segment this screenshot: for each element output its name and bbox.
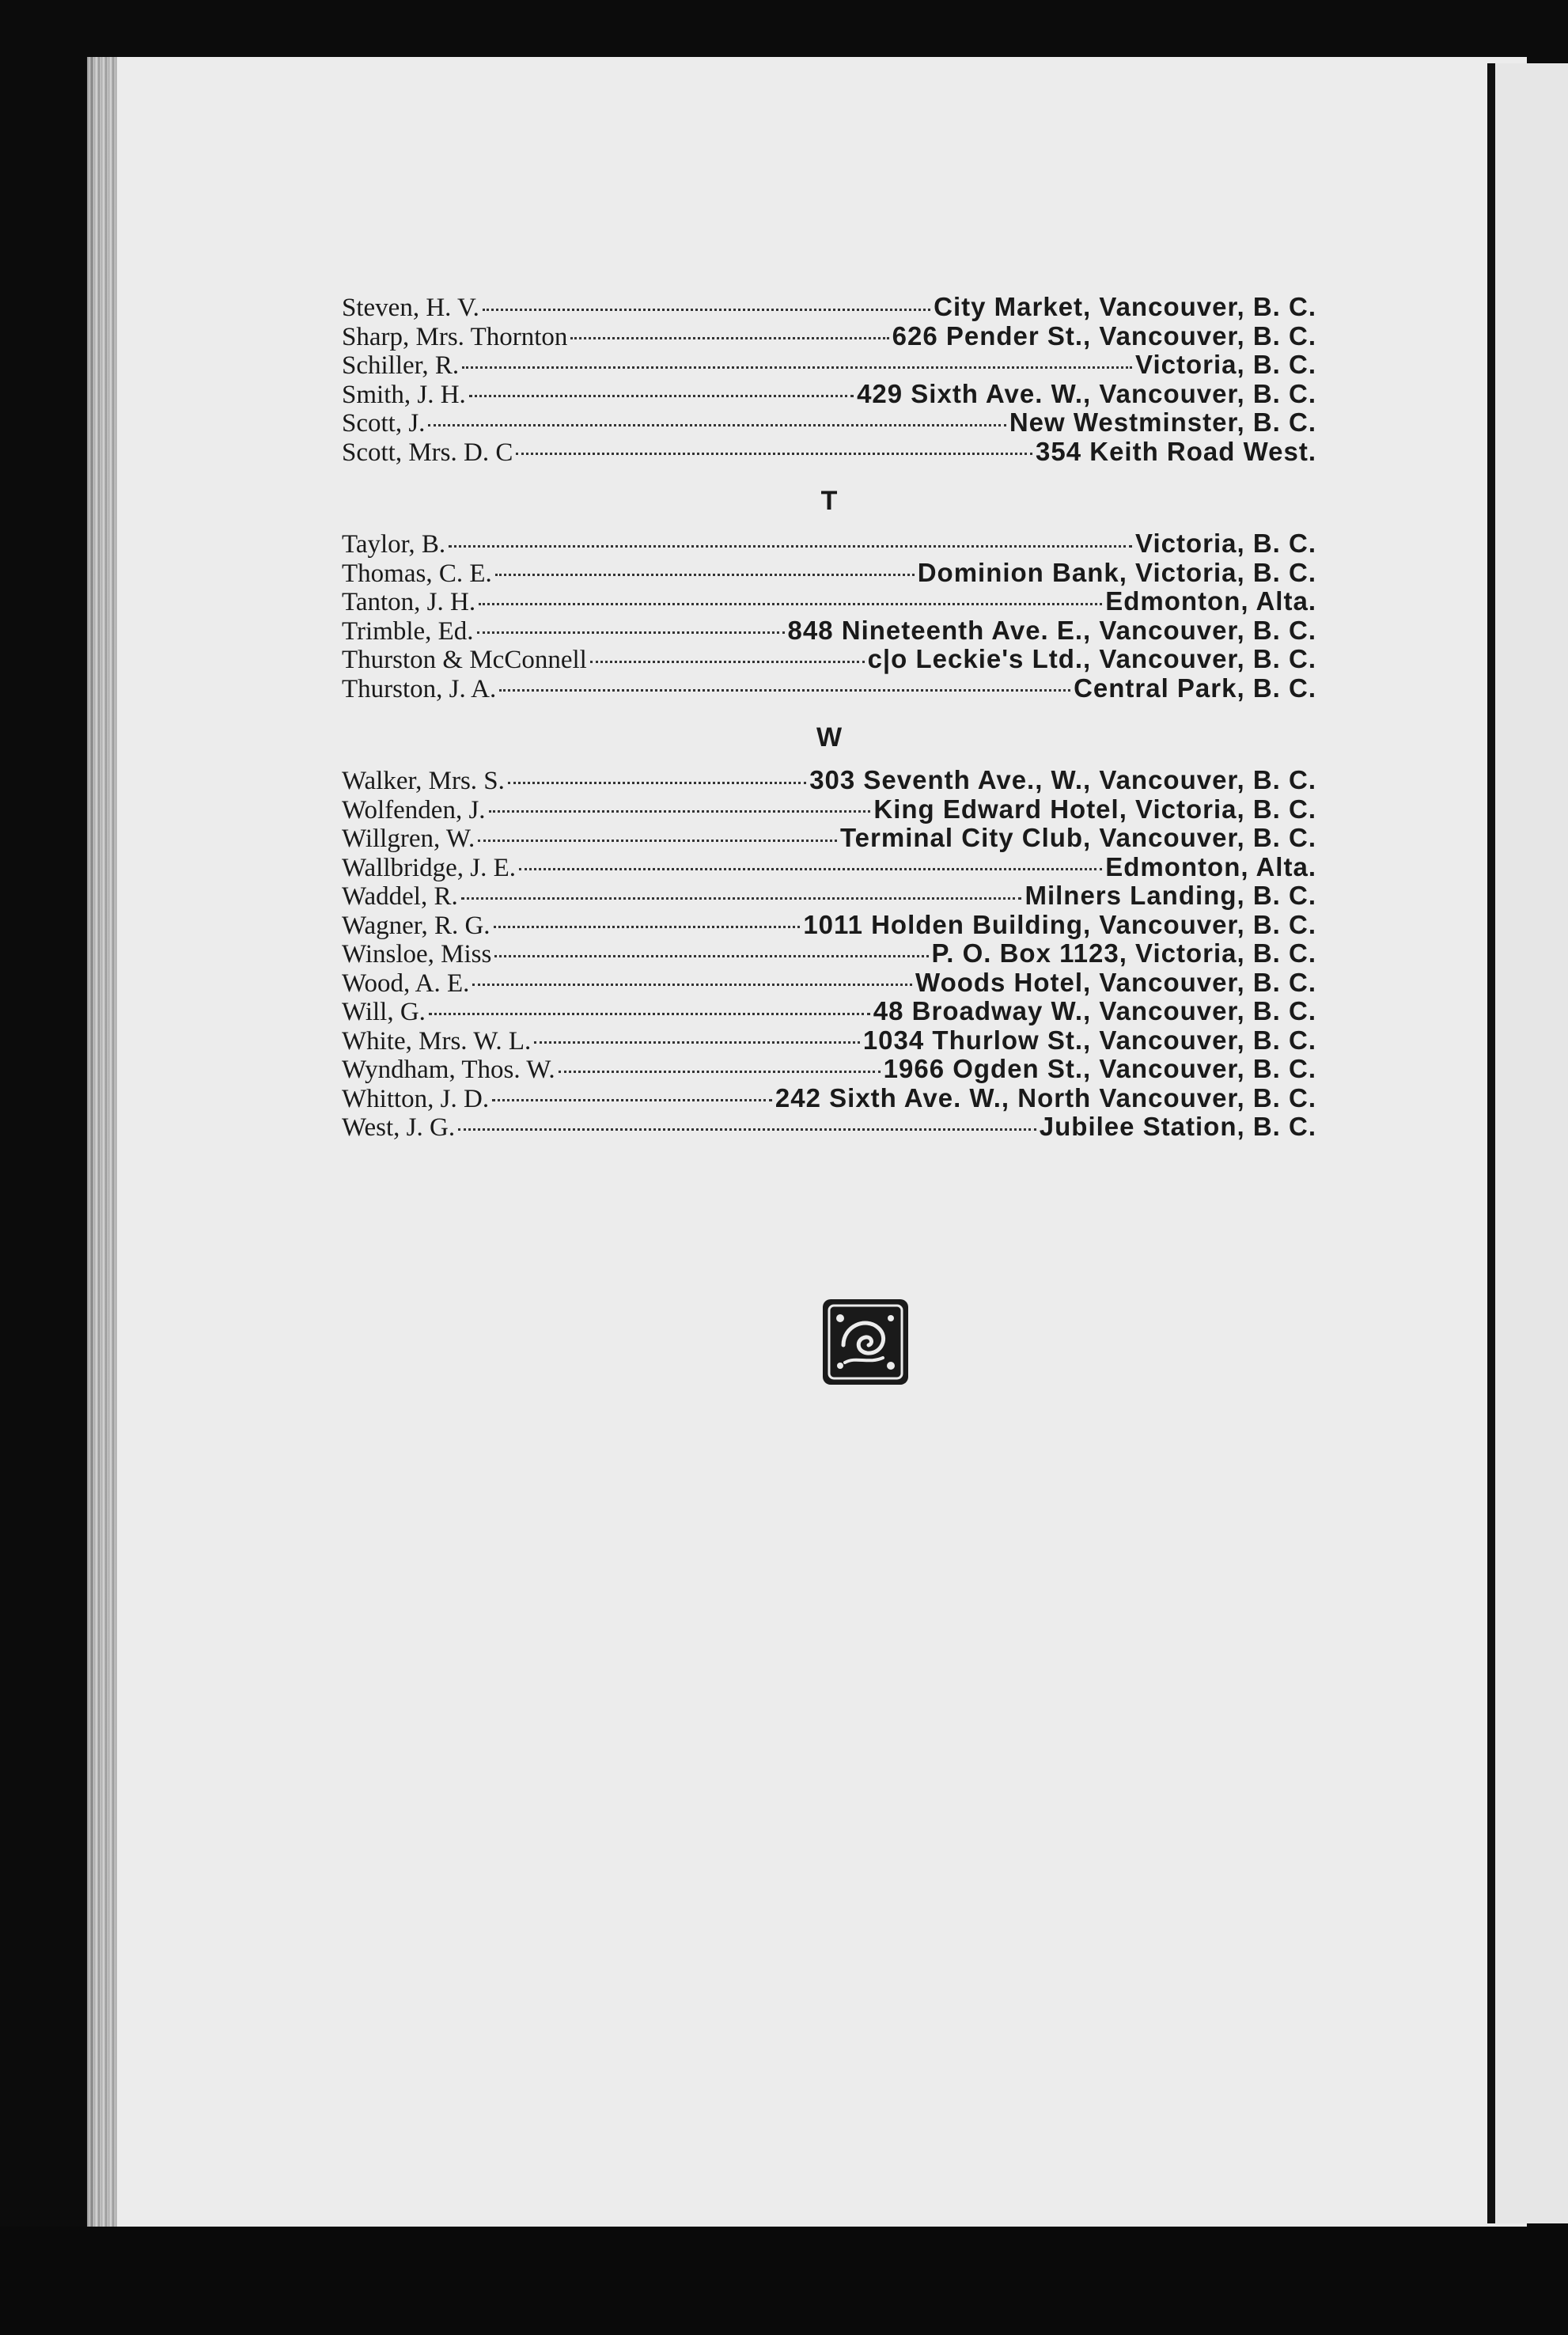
entry-name: Thomas, C. E. xyxy=(342,559,492,588)
directory-entry xyxy=(342,293,1316,322)
page-right-border xyxy=(1487,63,1495,2223)
dot-leader xyxy=(494,926,801,928)
entry-address: Milners Landing, B. C. xyxy=(1025,881,1316,910)
directory-entry xyxy=(342,616,1316,646)
entry-address: 1011 Holden Building, Vancouver, B. C. xyxy=(803,909,1316,939)
entry-name: Wolfenden, J. xyxy=(342,795,486,824)
dot-leader xyxy=(477,631,785,634)
entry-name: Smith, J. H. xyxy=(342,380,466,409)
entry-name: Scott, Mrs. D. C xyxy=(342,438,513,467)
directory-entry xyxy=(342,997,1316,1026)
section-heading: W xyxy=(816,722,843,752)
section-w xyxy=(342,723,1316,1142)
entry-address: P. O. Box 1123, Victoria, B. C. xyxy=(931,938,1316,968)
entry-name: Winsloe, Miss xyxy=(342,940,492,968)
dot-leader xyxy=(494,955,928,957)
dot-leader xyxy=(519,868,1102,870)
directory-entry xyxy=(342,968,1316,998)
dot-leader xyxy=(428,424,1006,426)
entry-name: Wyndham, Thos. W. xyxy=(342,1056,555,1084)
directory-entry xyxy=(342,1084,1316,1113)
entry-address: Woods Hotel, Vancouver, B. C. xyxy=(915,967,1316,997)
entry-address: 429 Sixth Ave. W., Vancouver, B. C. xyxy=(857,378,1316,408)
section-heading: T xyxy=(820,486,838,516)
dot-leader xyxy=(499,689,1070,692)
directory-entry xyxy=(342,795,1316,824)
entry-address: 848 Nineteenth Ave. E., Vancouver, B. C. xyxy=(787,615,1316,645)
dot-leader xyxy=(508,782,806,784)
entry-name: Willgren, W. xyxy=(342,824,475,853)
entry-address: 1034 Thurlow St., Vancouver, B. C. xyxy=(862,1025,1316,1055)
facing-page-edge xyxy=(1495,63,1568,2223)
entry-address: New Westminster, B. C. xyxy=(1009,407,1316,437)
dot-leader xyxy=(469,395,854,397)
directory-entry xyxy=(342,322,1316,351)
directory-entry xyxy=(342,559,1316,588)
entry-address: City Market, Vancouver, B. C. xyxy=(934,292,1316,321)
entry-address: Edmonton, Alta. xyxy=(1105,851,1316,881)
entry-address: Terminal City Club, Vancouver, B. C. xyxy=(839,823,1316,852)
directory-entry xyxy=(342,1026,1316,1056)
dot-leader xyxy=(479,603,1102,605)
page-binding-edge xyxy=(87,57,117,2227)
dot-leader xyxy=(449,545,1132,548)
entry-address: Jubilee Station, B. C. xyxy=(1039,1112,1316,1141)
directory-entry xyxy=(342,587,1316,616)
entry-address: Victoria, B. C. xyxy=(1135,350,1316,379)
dot-leader xyxy=(472,984,912,986)
printers-ornament-icon xyxy=(821,1298,910,1386)
dot-leader xyxy=(478,840,837,842)
entry-address: Edmonton, Alta. xyxy=(1105,586,1316,616)
dot-leader xyxy=(458,1128,1036,1131)
entry-name: Thurston, J. A. xyxy=(342,674,497,703)
dot-leader xyxy=(516,453,1032,455)
entry-address: 242 Sixth Ave. W., North Vancouver, B. C. xyxy=(775,1082,1316,1113)
entry-name: Trimble, Ed. xyxy=(342,616,474,646)
section-t xyxy=(342,487,1316,703)
dot-leader xyxy=(489,810,871,813)
directory-entry xyxy=(342,408,1316,438)
directory-entry xyxy=(342,645,1316,674)
directory-entry xyxy=(342,1055,1316,1084)
directory-entry xyxy=(342,351,1316,380)
entry-address: Victoria, B. C. xyxy=(1135,529,1316,558)
directory-entry xyxy=(342,1113,1316,1142)
section-s xyxy=(342,293,1316,466)
directory-entry xyxy=(342,853,1316,882)
dot-leader xyxy=(559,1071,881,1073)
entry-name: Wallbridge, J. E. xyxy=(342,853,517,882)
entry-name: White, Mrs. W. L. xyxy=(342,1026,532,1056)
scan-bottom-margin xyxy=(0,2227,1568,2335)
entry-address: 626 Pender St., Vancouver, B. C. xyxy=(892,320,1316,351)
entry-name: Taylor, B. xyxy=(342,530,446,559)
dot-leader xyxy=(534,1041,860,1044)
entry-name: West, J. G. xyxy=(342,1113,456,1142)
entry-name: Whitton, J. D. xyxy=(342,1084,490,1113)
entry-name: Wagner, R. G. xyxy=(342,911,490,940)
dot-leader xyxy=(495,574,915,576)
dot-leader xyxy=(429,1013,870,1015)
entry-name: Scott, J. xyxy=(342,409,426,438)
entry-name: Will, G. xyxy=(342,998,426,1026)
entry-name: Steven, H. V. xyxy=(342,294,479,322)
dot-leader xyxy=(492,1099,772,1101)
entry-address: 303 Seventh Ave., W., Vancouver, B. C. xyxy=(809,765,1316,794)
entry-address: Central Park, B. C. xyxy=(1074,673,1316,703)
entry-name: Walker, Mrs. S. xyxy=(342,767,505,795)
directory-entry xyxy=(342,529,1316,559)
dot-leader xyxy=(462,366,1132,369)
dot-leader xyxy=(590,661,865,663)
entry-name: Wood, A. E. xyxy=(342,968,470,998)
directory-entry xyxy=(342,766,1316,795)
directory-entry xyxy=(342,911,1316,940)
dot-leader xyxy=(570,337,888,339)
entry-name: Sharp, Mrs. Thornton xyxy=(342,322,568,351)
directory-entry xyxy=(342,380,1316,409)
directory-entry xyxy=(342,674,1316,703)
directory-entry xyxy=(342,824,1316,853)
dot-leader xyxy=(483,309,930,311)
entry-name: Thurston & McConnell xyxy=(342,646,587,674)
entry-address: 354 Keith Road West. xyxy=(1036,436,1316,466)
entry-name: Schiller, R. xyxy=(342,351,460,380)
entry-name: Tanton, J. H. xyxy=(342,588,476,616)
directory-entry xyxy=(342,939,1316,968)
entry-address: 1966 Ogden St., Vancouver, B. C. xyxy=(883,1054,1316,1083)
entry-address: Dominion Bank, Victoria, B. C. xyxy=(917,557,1316,587)
entry-name: Waddel, R. xyxy=(342,882,458,911)
dot-leader xyxy=(461,897,1022,900)
address-directory xyxy=(342,293,1316,1142)
entry-address: c|o Leckie's Ltd., Vancouver, B. C. xyxy=(867,644,1316,673)
directory-entry xyxy=(342,881,1316,911)
entry-address: King Edward Hotel, Victoria, B. C. xyxy=(873,794,1316,824)
directory-entry xyxy=(342,438,1316,467)
entry-address: 48 Broadway W., Vancouver, B. C. xyxy=(873,996,1316,1025)
